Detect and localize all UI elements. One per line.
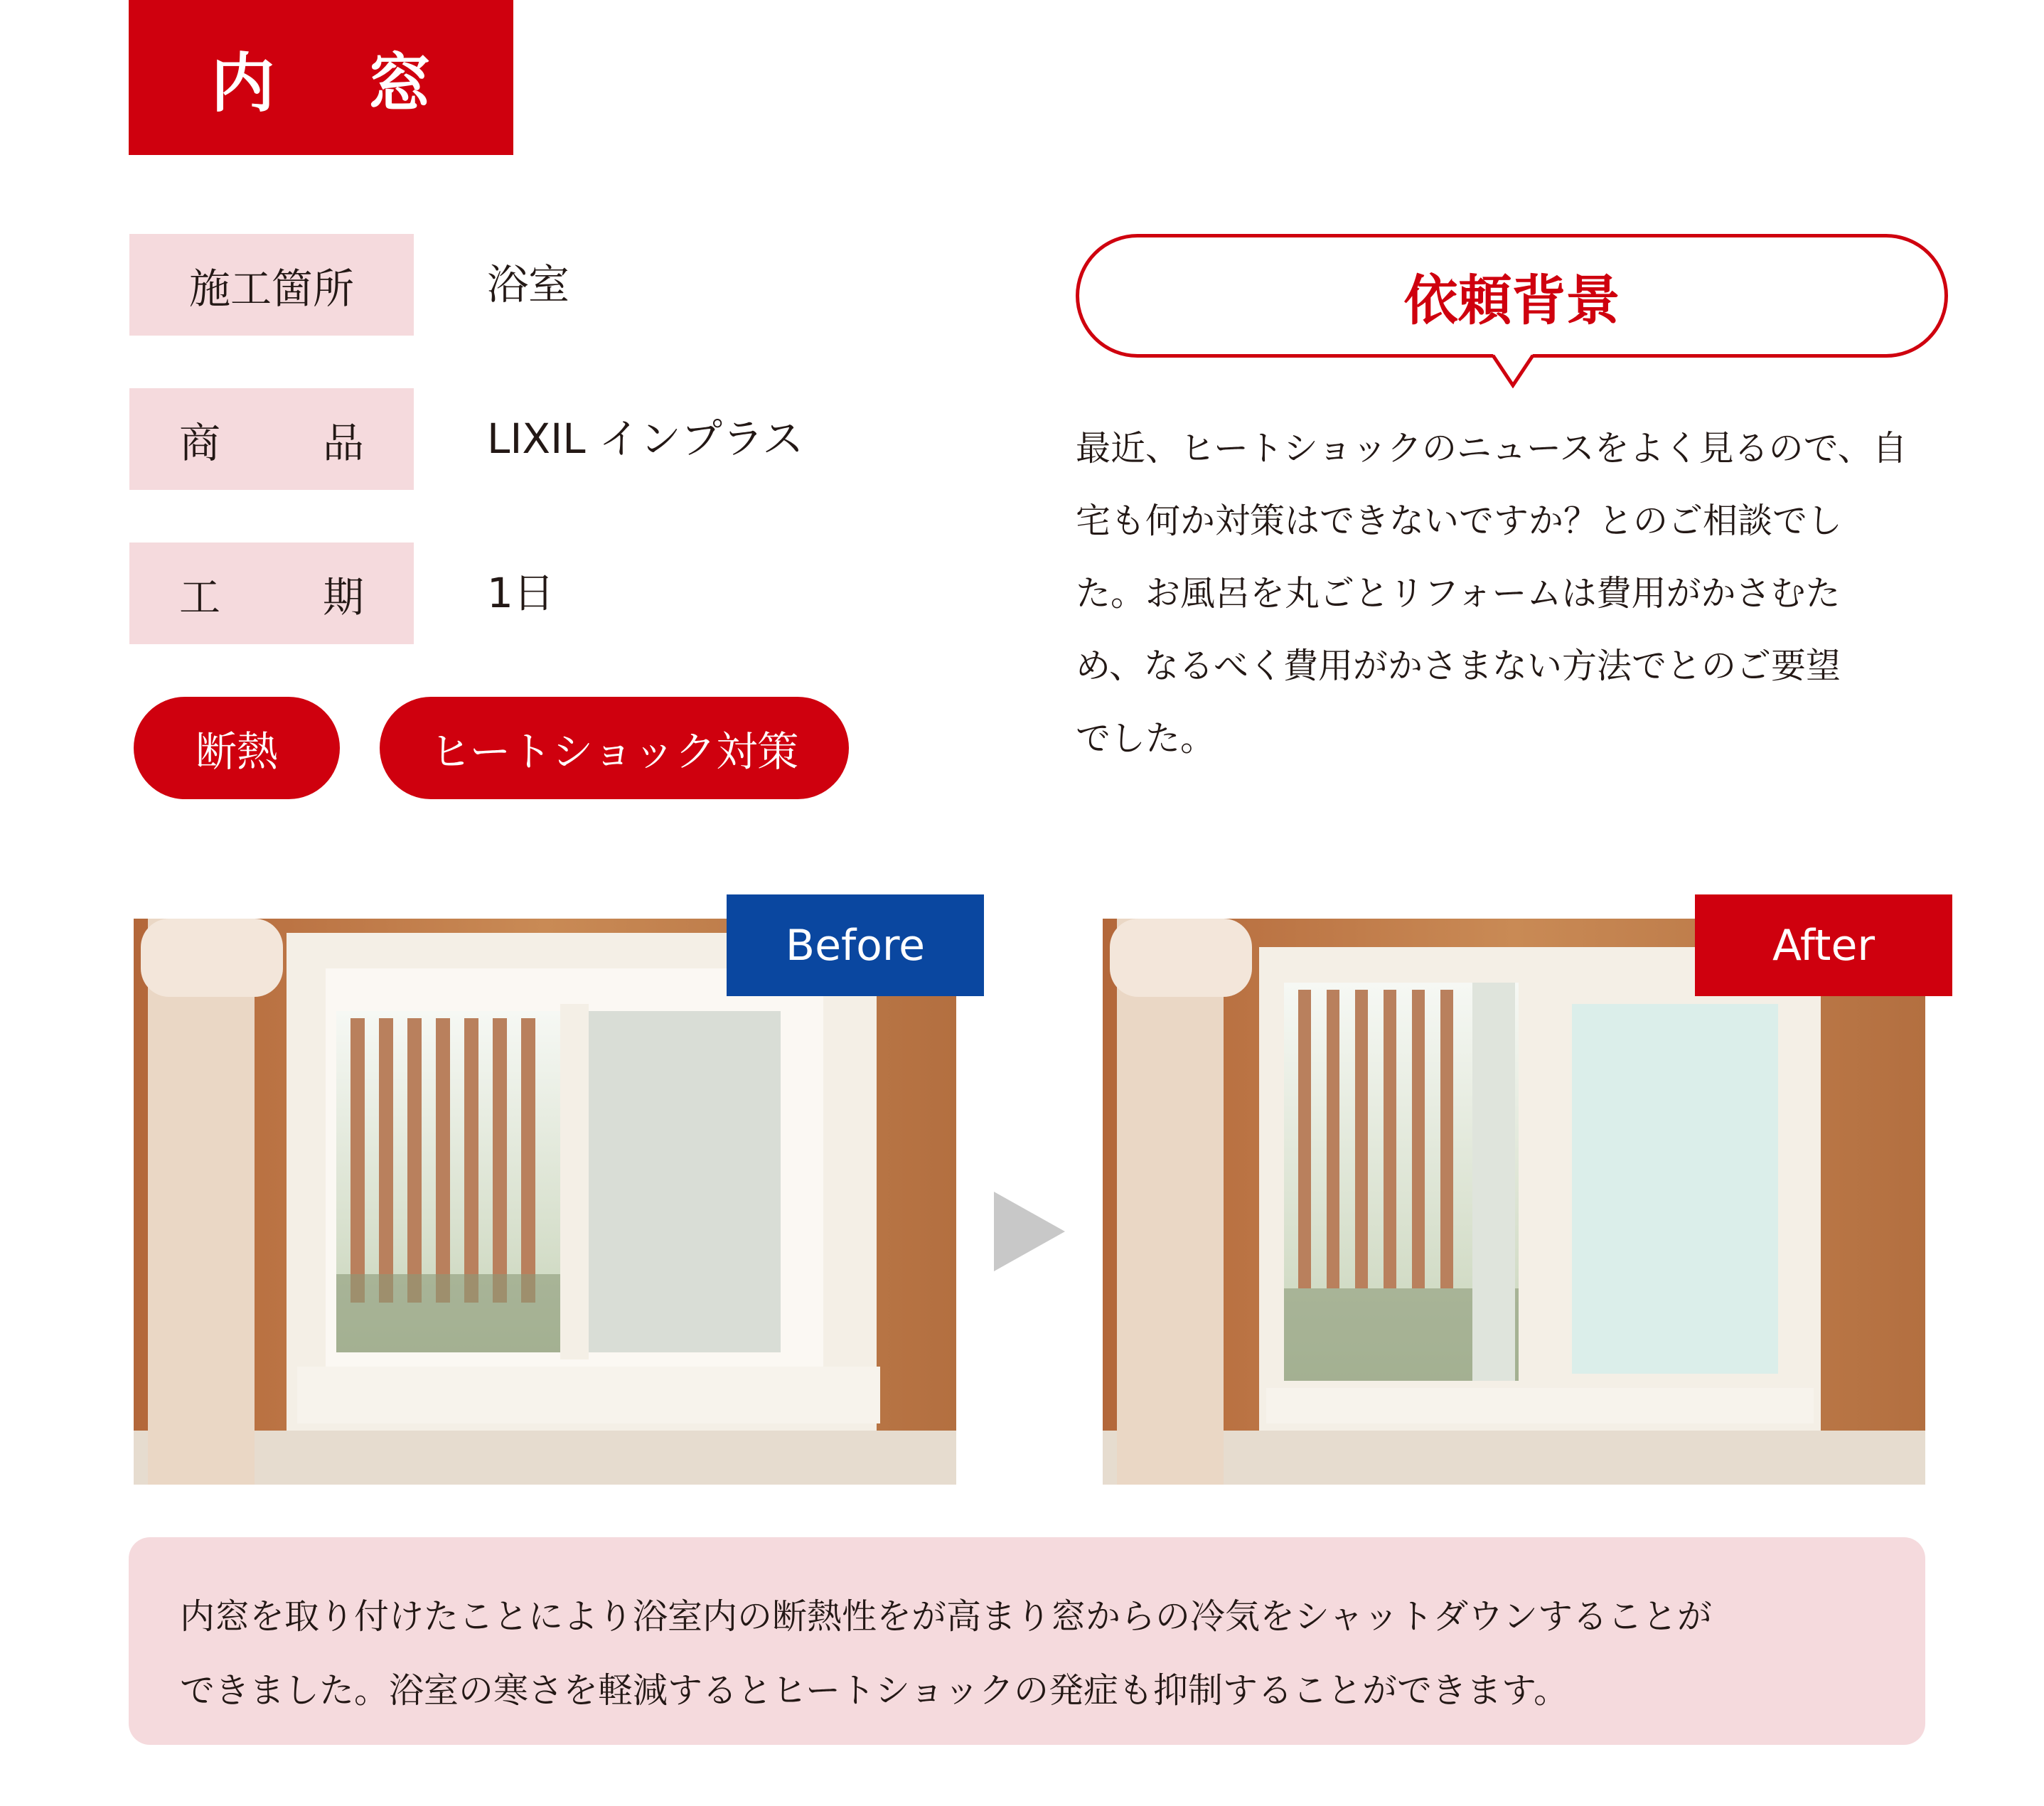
request-line: た。お風呂を丸ごとリフォームは費用がかさむた [1076, 573, 1841, 614]
before-label-text: Before [785, 920, 926, 971]
before-label [727, 894, 984, 996]
summary-line: できました。浴室の寒さを軽減するとヒートショックの発症も抑制することができます。 [180, 1670, 1569, 1711]
tag-heat-shock-label: ヒートショック対策 [429, 727, 799, 776]
after-photo [1103, 919, 1925, 1485]
request-line: 最近、ヒートショックのニュースをよく見るので、自 [1076, 428, 1907, 469]
duration-label-right: 期 [322, 572, 364, 621]
request-heading: 依頼背景 [1403, 268, 1620, 332]
request-line: 宅も何か対策はできないですか？とのご相談でし [1076, 501, 1843, 541]
request-heading-bubble [1076, 234, 1948, 358]
before-photo [134, 919, 956, 1485]
section-title [129, 0, 513, 155]
summary-box [129, 1537, 1925, 1745]
request-text [1076, 412, 1957, 775]
duration-value: 1日 [487, 569, 555, 617]
summary-line: 内窓を取り付けたことにより浴室内の断熱性をが高まり窓からの冷気をシャットダウンすることが [180, 1596, 1713, 1637]
product-label-right: 品 [322, 418, 364, 467]
title-char-1: 内 [210, 46, 275, 121]
location-label-text: 施工箇所 [188, 264, 354, 313]
tag-heat-shock [380, 697, 849, 799]
location-label [129, 234, 414, 336]
after-label-text: After [1772, 920, 1876, 971]
product-value: LIXIL インプラス [487, 415, 804, 463]
location-value: 浴室 [487, 260, 570, 309]
request-line: め、なるべく費用がかさまない方法でとのご要望 [1076, 646, 1841, 686]
title-char-2: 窓 [367, 46, 432, 121]
request-line: でした。 [1076, 718, 1216, 759]
speech-bubble-tail-icon [1492, 354, 1534, 388]
after-label [1695, 894, 1952, 996]
duration-label-left: 工 [179, 572, 221, 621]
arrow-right-icon [994, 1192, 1065, 1271]
tag-insulation [134, 697, 340, 799]
duration-label [129, 543, 414, 644]
product-label [129, 388, 414, 490]
tag-insulation-label: 断熱 [195, 727, 278, 776]
product-label-left: 商 [179, 418, 221, 467]
